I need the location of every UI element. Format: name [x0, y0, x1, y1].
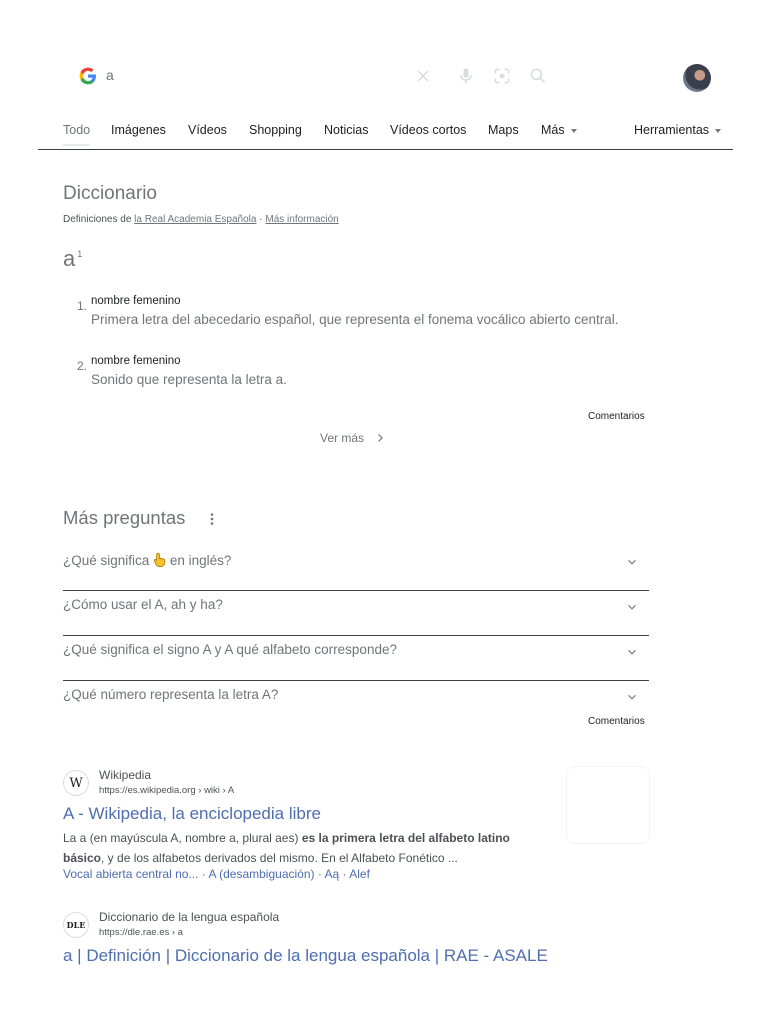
search-input[interactable]: a	[106, 67, 114, 83]
rae-link[interactable]: la Real Academia Española	[134, 214, 257, 225]
paa-question-text: ¿Cómo usar el A, ah y ha?	[63, 597, 223, 612]
paa-title: Más preguntas	[63, 507, 186, 528]
ver-mas-label: Ver más	[320, 431, 365, 445]
tab-imagenes[interactable]: Imágenes	[111, 123, 166, 137]
tab-mas-label: Más	[541, 123, 565, 137]
search-icon[interactable]	[528, 66, 548, 86]
chevron-down-icon	[625, 645, 639, 659]
snippet-highlight: es la primera letra del alfabeto latino básico	[63, 831, 510, 865]
tab-mas[interactable]	[541, 123, 577, 137]
separator: ·	[317, 867, 322, 881]
sense-1	[77, 295, 637, 347]
dictionary-source	[63, 214, 339, 225]
wikipedia-favicon-icon[interactable]: W	[63, 770, 89, 796]
snippet-text: , y de los alfabetos derivados del mismo. En el Alfabeto Fonético ...	[101, 851, 458, 865]
search-result	[63, 770, 663, 885]
headword-superscript: 1	[77, 249, 83, 259]
chevron-down-icon	[625, 690, 639, 704]
rae-favicon-icon[interactable]: DLE	[63, 912, 89, 938]
source-separator: ·	[259, 214, 263, 225]
paa-question-text: ¿Qué significa el signo A y A qué alfabeto corresponde?	[63, 642, 397, 657]
tools-button[interactable]	[634, 123, 721, 137]
snippet-text: La a (en mayúscula A, nombre a, plural aes)	[63, 831, 299, 845]
tab-shopping[interactable]: Shopping	[249, 123, 302, 137]
paa-question-after: en inglés?	[169, 553, 232, 568]
tab-noticias[interactable]: Noticias	[324, 123, 369, 137]
sense-pos: nombre femenino	[91, 295, 181, 307]
headword-text: a	[63, 246, 76, 271]
chevron-down-icon	[625, 555, 639, 569]
chevron-down-icon	[625, 600, 639, 614]
search-result	[63, 912, 663, 972]
feedback-link[interactable]: Comentarios	[588, 411, 645, 422]
google-logo-icon[interactable]	[78, 66, 98, 86]
source-prefix: Definiciones de	[63, 214, 132, 225]
sense-pos: nombre femenino	[91, 355, 181, 367]
sense-definition: Primera letra del abecedario español, que representa el fonema vocálico abierto central.	[91, 312, 619, 327]
more-info-link[interactable]: Más información	[265, 214, 339, 225]
feedback-link[interactable]: Comentarios	[588, 716, 645, 727]
paa-question[interactable]	[63, 636, 649, 681]
paa-question[interactable]	[63, 681, 649, 726]
paa-question-text	[63, 552, 231, 568]
result-url[interactable]: https://es.wikipedia.org › wiki › A	[99, 785, 235, 796]
pointing-hand-emoji-icon	[153, 552, 166, 567]
tab-todo[interactable]: Todo	[63, 123, 91, 137]
result-sitelinks	[63, 867, 370, 881]
separator: ·	[342, 867, 347, 881]
result-snippet	[63, 828, 553, 868]
result-url[interactable]: https://dle.rae.es › a	[99, 927, 183, 938]
sense-number: 1.	[77, 299, 88, 313]
sitelink[interactable]: Aą	[324, 867, 340, 881]
paa-question[interactable]	[63, 546, 649, 591]
sitelink[interactable]: A (desambiguación)	[208, 867, 315, 881]
headword	[63, 246, 82, 272]
tab-videos-cortos[interactable]: Vídeos cortos	[390, 123, 467, 137]
tools-label: Herramientas	[634, 123, 710, 137]
microphone-icon[interactable]	[456, 66, 476, 86]
paa-question-before: ¿Qué significa	[63, 553, 150, 568]
sitelink[interactable]: Vocal abierta central no...	[63, 867, 199, 881]
separator: ·	[201, 867, 206, 881]
search-tabs	[38, 120, 733, 150]
result-thumbnail[interactable]	[566, 766, 650, 844]
result-site-name[interactable]: Wikipedia	[99, 768, 152, 782]
tab-maps[interactable]: Maps	[488, 123, 519, 137]
more-vert-icon[interactable]	[206, 511, 218, 527]
clear-icon[interactable]	[413, 66, 433, 86]
avatar[interactable]	[683, 64, 711, 92]
paa-question[interactable]	[63, 591, 649, 636]
paa-question-text: ¿Qué número representa la letra A?	[63, 687, 279, 702]
sense-number: 2.	[77, 359, 88, 373]
sense-2	[77, 355, 637, 391]
result-title-link[interactable]: a | Definición | Diccionario de la lengua española | RAE - ASALE	[63, 946, 548, 965]
dictionary-title: Diccionario	[63, 183, 157, 204]
sitelink[interactable]: Alef	[349, 867, 370, 881]
search-bar[interactable]	[62, 60, 562, 92]
tab-videos[interactable]: Vídeos	[188, 123, 227, 137]
sense-definition: Sonido que representa la letra a.	[91, 372, 287, 387]
lens-camera-icon[interactable]	[492, 66, 512, 86]
result-title-link[interactable]: A - Wikipedia, la enciclopedia libre	[63, 804, 321, 823]
caret-down-icon	[571, 129, 577, 133]
caret-down-icon	[715, 129, 721, 133]
chevron-right-icon	[374, 432, 386, 444]
result-site-name[interactable]: Diccionario de la lengua española	[99, 910, 280, 924]
ver-mas-button[interactable]	[320, 431, 386, 445]
